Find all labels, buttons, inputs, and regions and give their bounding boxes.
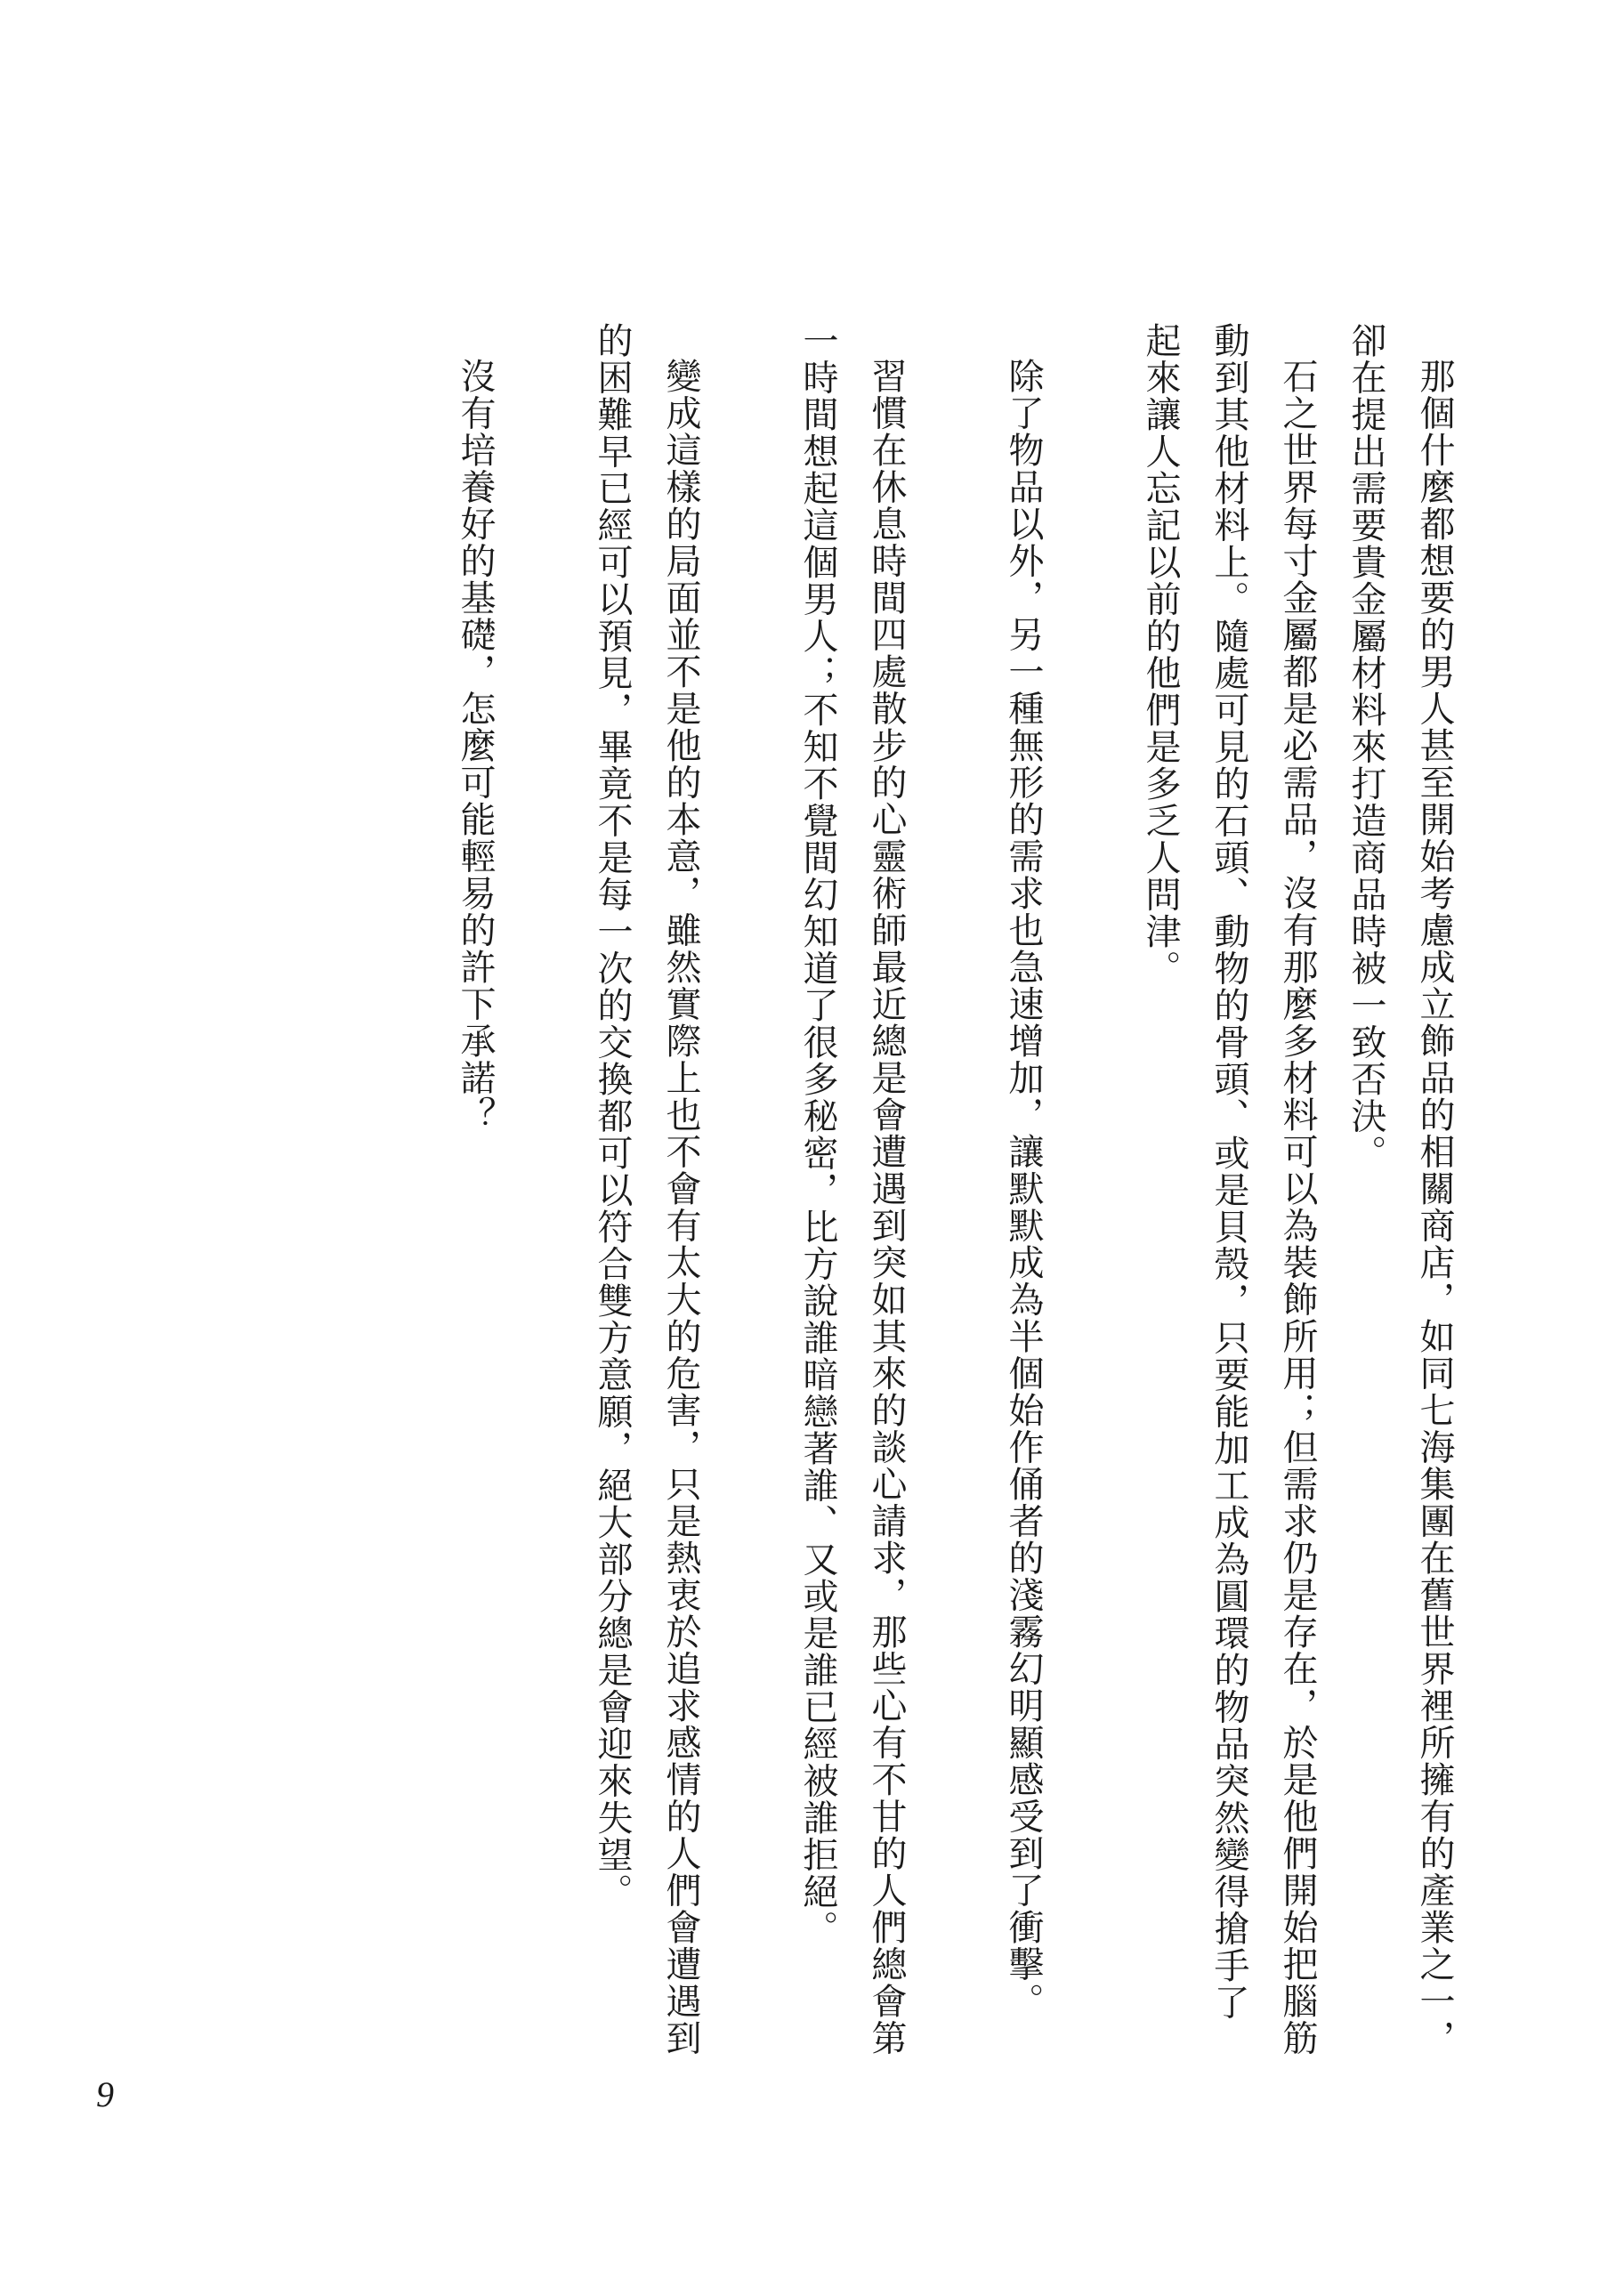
paragraph-5: 變成這樣的局面並不是他的本意，雖然實際上也不會有太大的危害，只是熱衷於追求感情的人們會遭遇到的困難早已經可以預見，畢竟不是每一次的交換都可以符合雙方意願，絕大部分總是會迎來失望。 <box>592 322 701 2057</box>
paragraph-1: 那個什麼都想要的男人甚至開始考慮成立飾品的相關商店，如同七海集團在舊世界裡所擁有的產業之一，卻在提出需要貴金屬材料來打造商品時被一致否決。 <box>1345 322 1455 2057</box>
vertical-text-body <box>372 322 1468 2057</box>
page-number: 9 <box>96 2074 114 2114</box>
paragraph-4: 習慣在休息時間四處散步的心靈術師最近總是會遭遇到突如其來的談心請求，那些心有不甘的人們總會第一時間想起這個男人；不知不覺間幻知道了很多秘密，比方說誰暗戀著誰、又或是誰已經被誰拒絕。 <box>797 322 907 2057</box>
paragraph-3: 除了物品以外，另一種無形的需求也急速增加，讓默默成為半個始作俑者的淺霧幻明顯感受到了衝擊。 <box>1003 358 1044 2020</box>
paragraph-6: 沒有培養好的基礎，怎麼可能輕易的許下承諾？ <box>455 358 496 1134</box>
paragraph-2: 石之世界每寸金屬都是必需品，沒有那麼多材料可以為裝飾所用；但需求仍是存在，於是他們開始把腦筋動到其他材料上。隨處可見的石頭、動物的骨頭、或是貝殼，只要能加工成為圓環的物品突然變得搶手了起來讓人忘記以前的他們是多乏人問津。 <box>1140 322 1318 2057</box>
